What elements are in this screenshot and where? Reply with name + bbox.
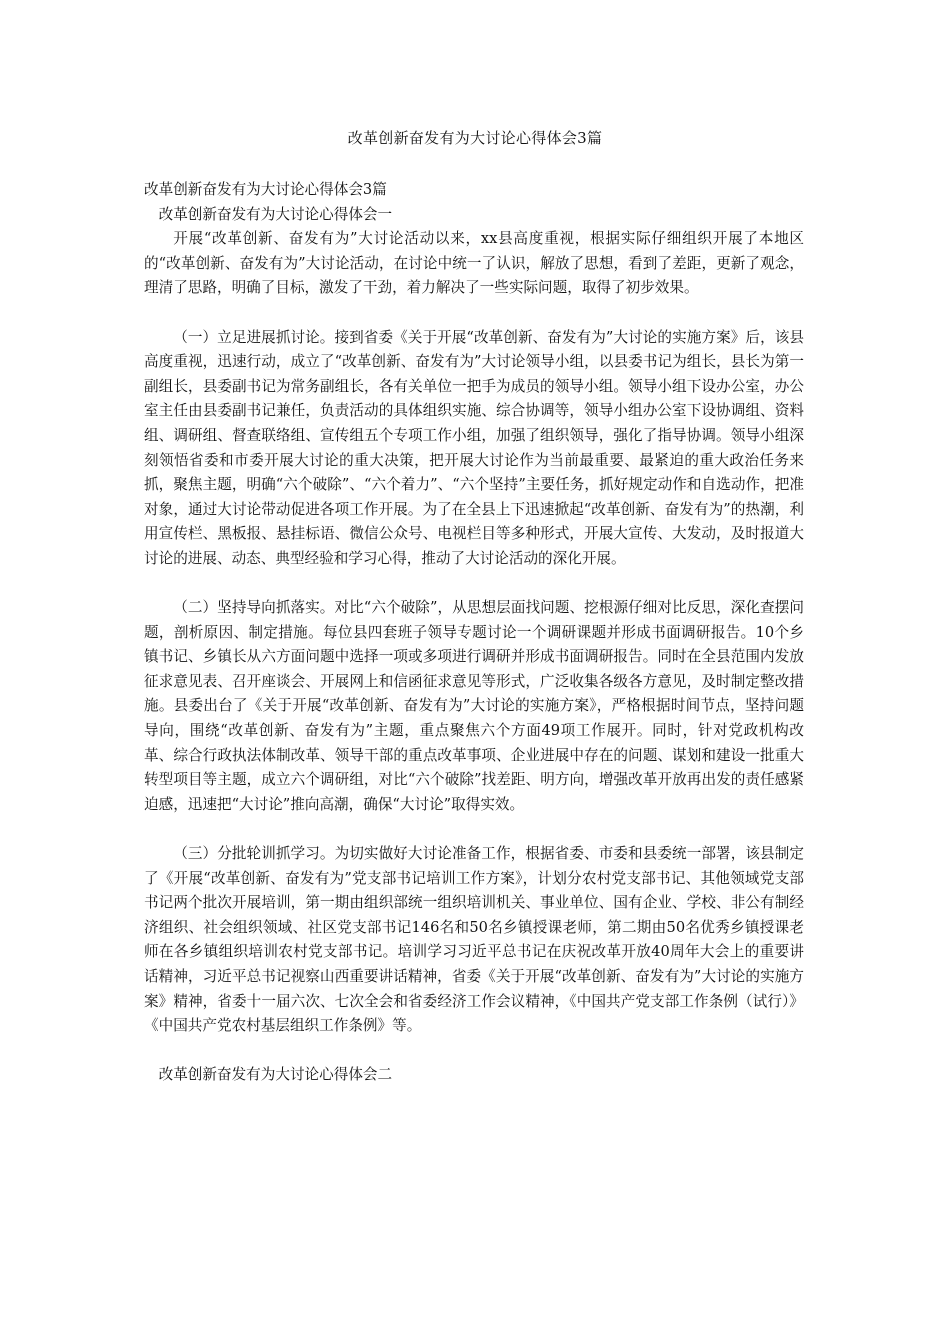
document-body bbox=[144, 178, 804, 1088]
section-three-paragraph: （三）分批轮训抓学习。为切实做好大讨论准备工作，根据省委、市委和县委统一部署，该县制定了《开展“改革创新、奋发有为”党支部书记培训工作方案》，计划分农村党支部书记、其他领域党支部书记两个批次开展培训，第一期由组织部统一组织培训机关、事业单位、国有企业、学校、非公有制经济组织、社会组织领域、社区党支部书记146名和50名乡镇授课老师，第二期由50名优秀乡镇授课老师在各乡镇组织培训农村党支部书记。培训学习习近平总书记在庆祝改革开放40周年大会上的重要讲话精神，习近平总书记视察山西重要讲话精神，省委《关于开展“改革创新、奋发有为”大讨论的实施方案》精神，省委十一届六次、七次全会和省委经济工作会议精神，《中国共产党支部工作条例（试行）》《中国共产党农村基层组织工作条例》等。 bbox=[144, 845, 804, 1035]
document-title: 改革创新奋发有为大讨论心得体会3篇 bbox=[347, 129, 603, 147]
section-two-paragraph: （二）坚持导向抓落实。对比“六个破除”，从思想层面找问题、挖根源仔细对比反思，深化查摆问题，剖析原因、制定措施。每位县四套班子领导专题讨论一个调研课题并形成书面调研报告。10个乡镇书记、乡镇长从六方面问题中选择一项或多项进行调研并形成书面调研报告。同时在全县范围内发放征求意见表、召开座谈会、开展网上和信函征求意见等形式，广泛收集各级各方意见，及时制定整改措施。县委出台了《关于开展“改革创新、奋发有为”大讨论的实施方案》，严格根据时间节点，坚持问题导向，围绕“改革创新、奋发有为”主题，重点聚焦六个方面49项工作展开。同时，针对党政机构改革、综合行政执法体制改革、领导干部的重点改革事项、企业进展中存在的问题、谋划和建设一批重大转型项目等主题，成立六个调研组，对比“六个破除”找差距、明方向，增强改革开放再出发的责任感紧迫感，迅速把“大讨论”推向高潮，确保“大讨论”取得实效。 bbox=[144, 599, 804, 813]
intro-paragraph: 开展“改革创新、奋发有为”大讨论活动以来，xx县高度重视，根据实际仔细组织开展了本地区的“改革创新、奋发有为”大讨论活动，在讨论中统一了认识，解放了思想，看到了差距，更新了观念，理清了思路，明确了目标，激发了干劲，着力解决了一些实际问题，取得了初步效果。 bbox=[144, 230, 804, 297]
part-two-heading: 改革创新奋发有为大讨论心得体会二 bbox=[158, 1066, 393, 1084]
document-heading: 改革创新奋发有为大讨论心得体会3篇 bbox=[144, 181, 387, 198]
part-one-heading: 改革创新奋发有为大讨论心得体会一 bbox=[158, 205, 393, 223]
section-one-paragraph: （一）立足进展抓讨论。接到省委《关于开展“改革创新、奋发有为”大讨论的实施方案》后，该县高度重视，迅速行动，成立了“改革创新、奋发有为”大讨论领导小组，以县委书记为组长，县长为第一副组长，县委副书记为常务副组长，各有关单位一把手为成员的领导小组。领导小组下设办公室，办公室主任由县委副书记兼任，负责活动的具体组织实施、综合协调等，领导小组办公室下设协调组、资料组、调研组、督查联络组、宣传组五个专项工作小组，加强了组织领导，强化了指导协调。领导小组深刻领悟省委和市委开展大讨论的重大决策，把开展大讨论作为当前最重要、最紧迫的重大政治任务来抓，聚焦主题，明确“六个破除”、“六个着力”、“六个坚持”主要任务，抓好规定动作和自选动作，把准对象，通过大讨论带动促进各项工作开展。为了在全县上下迅速掀起“改革创新、奋发有为”的热潮，利用宣传栏、黑板报、悬挂标语、微信公众号、电视栏目等多种形式，开展大宣传、大发动，及时报道大讨论的进展、动态、典型经验和学习心得，推动了大讨论活动的深化开展。 bbox=[144, 328, 804, 567]
